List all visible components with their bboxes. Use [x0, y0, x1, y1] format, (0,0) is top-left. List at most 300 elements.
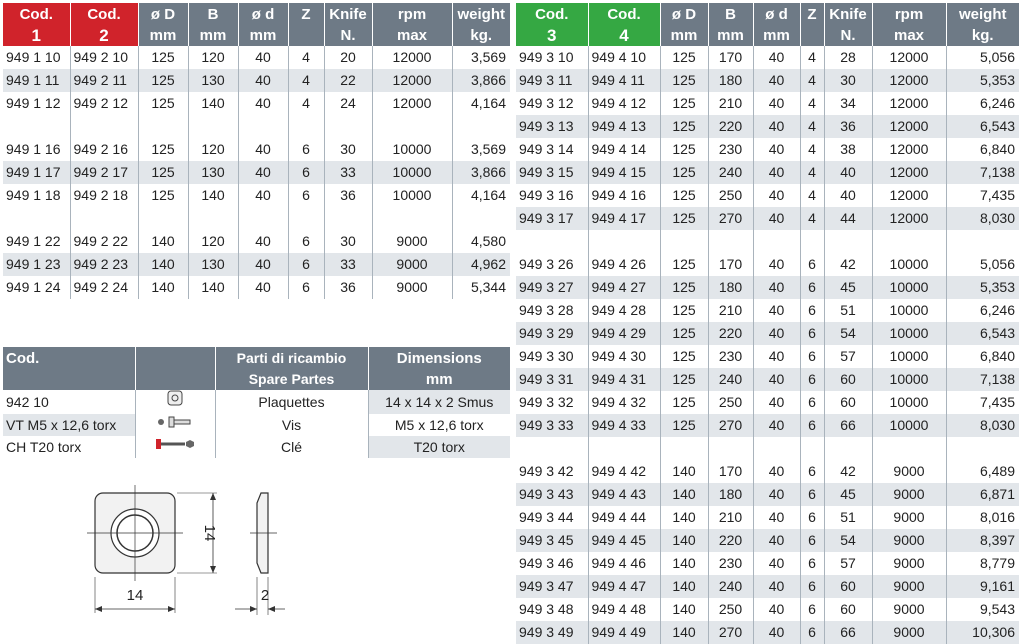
table-cell: 40	[753, 552, 800, 575]
table-cell: 120	[188, 230, 238, 253]
table-cell: 140	[660, 529, 708, 552]
table-cell: 949 3 16	[516, 184, 588, 207]
table-cell: 6,246	[979, 302, 1015, 318]
table-cell: 4	[288, 92, 324, 115]
spare-parts-header: Parti di ricambio Spare Partes	[215, 347, 368, 390]
table-cell: 125	[660, 322, 708, 345]
table-cell: 12000	[372, 69, 452, 92]
table-cell: 4	[800, 138, 824, 161]
table-cell: 6	[288, 161, 324, 184]
table-cell: 60	[824, 391, 872, 414]
table-cell: 36	[824, 115, 872, 138]
table-cell: 28	[824, 46, 872, 69]
table-cell: 10000	[872, 368, 946, 391]
left-header-6: Knife N.	[324, 3, 372, 46]
table-cell: 130	[188, 69, 238, 92]
left-spec-table	[3, 3, 510, 299]
table-cell: 40	[753, 529, 800, 552]
table-cell: 6	[800, 529, 824, 552]
table-cell: 6	[800, 552, 824, 575]
table-cell: 4	[800, 92, 824, 115]
table-cell: 9000	[372, 253, 452, 276]
table-row	[3, 161, 510, 184]
left-header-1: Cod. 2	[70, 3, 138, 46]
table-cell: 40	[238, 69, 288, 92]
table-cell: 949 4 43	[588, 483, 660, 506]
table-cell: 949 2 22	[70, 230, 138, 253]
table-cell: 6	[800, 621, 824, 644]
table-cell: 22	[324, 69, 372, 92]
table-row	[3, 92, 510, 115]
table-cell: 40	[753, 92, 800, 115]
table-cell: 949 4 28	[588, 299, 660, 322]
table-cell: 949 3 11	[516, 69, 588, 92]
table-cell: 9000	[872, 552, 946, 575]
table-cell: 6	[800, 276, 824, 299]
table-cell: 5,056	[979, 49, 1015, 65]
table-cell: 36	[324, 276, 372, 299]
table-row	[516, 207, 1019, 230]
table-cell: 9000	[872, 460, 946, 483]
insert-technical-drawing	[85, 485, 295, 625]
left-header-4: ø d mm	[238, 3, 288, 46]
table-cell: 125	[660, 253, 708, 276]
table-cell: 6,489	[979, 463, 1015, 479]
table-cell: 40	[753, 184, 800, 207]
thickness-dimension-label: 2	[260, 587, 270, 604]
table-cell: 949 2 16	[70, 138, 138, 161]
table-row	[516, 345, 1019, 368]
group-spacer	[3, 207, 510, 230]
table-cell: 40	[238, 46, 288, 69]
table-cell: 949 2 23	[70, 253, 138, 276]
table-cell: 60	[824, 598, 872, 621]
table-cell: 125	[138, 161, 188, 184]
table-cell: 9000	[872, 621, 946, 644]
width-dimension-label: 14	[126, 587, 144, 604]
table-cell: 40	[753, 69, 800, 92]
spare-code: CH T20 torx	[3, 436, 135, 458]
height-dimension-label: 14	[201, 524, 218, 542]
table-cell: 125	[138, 138, 188, 161]
table-cell: 40	[753, 391, 800, 414]
table-cell: 30	[324, 230, 372, 253]
table-row	[516, 483, 1019, 506]
table-cell: 40	[238, 230, 288, 253]
spare-code: VT M5 x 12,6 torx	[3, 414, 135, 436]
table-cell: 4,580	[470, 233, 506, 249]
table-cell: 40	[238, 276, 288, 299]
table-cell: 949 4 44	[588, 506, 660, 529]
right-header-8: weight kg.	[946, 3, 1019, 46]
table-cell: 3,866	[452, 161, 510, 184]
table-row	[516, 368, 1019, 391]
table-cell: 4	[800, 161, 824, 184]
table-cell: 40	[753, 138, 800, 161]
table-cell: 949 3 45	[516, 529, 588, 552]
table-cell: 6	[800, 483, 824, 506]
table-cell: 4	[800, 207, 824, 230]
table-cell: 140	[138, 276, 188, 299]
table-cell: 949 4 26	[588, 253, 660, 276]
table-cell: 220	[708, 322, 753, 345]
table-cell: 4,962	[452, 253, 510, 276]
table-cell: 6,246	[979, 95, 1015, 111]
table-cell: 140	[660, 483, 708, 506]
table-cell: 8,030	[946, 414, 1019, 437]
table-cell: 54	[824, 529, 872, 552]
table-cell: 10000	[372, 184, 452, 207]
table-cell: 5,353	[946, 276, 1019, 299]
table-cell: 6,543	[946, 115, 1019, 138]
table-cell: 12000	[872, 69, 946, 92]
table-cell: 6	[800, 575, 824, 598]
table-cell: 949 4 45	[588, 529, 660, 552]
table-cell: 270	[708, 207, 753, 230]
table-cell: 10000	[872, 414, 946, 437]
table-cell: 949 2 10	[70, 46, 138, 69]
left-header-5: Z	[288, 3, 324, 46]
table-cell: 10000	[872, 299, 946, 322]
table-cell: 949 4 32	[588, 391, 660, 414]
spare-name: Clé	[215, 436, 368, 458]
table-cell: 42	[824, 253, 872, 276]
table-cell: 170	[708, 460, 753, 483]
table-cell: 240	[708, 161, 753, 184]
table-cell: 949 3 17	[516, 207, 588, 230]
table-cell: 9,161	[946, 575, 1019, 598]
spare-dim: M5 x 12,6 torx	[394, 416, 484, 433]
table-cell: 949 1 18	[3, 184, 70, 207]
table-row	[516, 184, 1019, 207]
table-cell: 250	[708, 598, 753, 621]
table-cell: 125	[660, 115, 708, 138]
table-cell: 140	[660, 506, 708, 529]
table-cell: 42	[824, 460, 872, 483]
table-cell: 949 4 15	[588, 161, 660, 184]
table-cell: 8,030	[946, 207, 1019, 230]
left-header-3: B mm	[188, 3, 238, 46]
table-cell: 949 3 14	[516, 138, 588, 161]
table-cell: 949 3 44	[516, 506, 588, 529]
table-cell: 4	[800, 46, 824, 69]
table-row	[3, 138, 510, 161]
table-cell: 949 4 13	[588, 115, 660, 138]
table-cell: 40	[824, 184, 872, 207]
table-cell: 45	[824, 483, 872, 506]
table-cell: 40	[753, 414, 800, 437]
group-spacer	[516, 437, 1019, 460]
table-cell: 130	[188, 253, 238, 276]
table-cell: 7,138	[946, 161, 1019, 184]
table-cell: 240	[708, 575, 753, 598]
table-cell: 40	[753, 483, 800, 506]
table-cell: 6,840	[979, 141, 1015, 157]
spare-parts-table	[3, 347, 510, 458]
table-cell: 40	[238, 92, 288, 115]
table-cell: 6	[800, 460, 824, 483]
table-cell: 949 4 49	[588, 621, 660, 644]
table-cell: 250	[708, 391, 753, 414]
table-cell: 230	[708, 138, 753, 161]
table-cell: 949 3 15	[516, 161, 588, 184]
table-cell: 4	[288, 46, 324, 69]
table-row	[3, 230, 510, 253]
table-cell: 949 1 12	[3, 92, 70, 115]
table-cell: 949 4 27	[588, 276, 660, 299]
table-cell: 6	[800, 506, 824, 529]
table-cell: 949 3 32	[516, 391, 588, 414]
table-cell: 8,397	[946, 529, 1019, 552]
table-cell: 8,016	[979, 509, 1015, 525]
table-cell: 33	[324, 161, 372, 184]
table-cell: 949 3 28	[516, 299, 588, 322]
table-cell: 949 4 30	[588, 345, 660, 368]
right-header-1: Cod. 4	[588, 3, 660, 46]
table-row	[516, 276, 1019, 299]
table-cell: 949 4 33	[588, 414, 660, 437]
table-cell: 9000	[872, 598, 946, 621]
table-cell: 51	[824, 506, 872, 529]
table-cell: 9000	[872, 483, 946, 506]
table-cell: 949 3 43	[516, 483, 588, 506]
table-cell: 12000	[872, 115, 946, 138]
table-cell: 949 3 49	[516, 621, 588, 644]
table-cell: 60	[824, 575, 872, 598]
table-cell: 180	[708, 483, 753, 506]
table-cell: 949 3 47	[516, 575, 588, 598]
table-cell: 60	[824, 368, 872, 391]
table-cell: 949 3 26	[516, 253, 588, 276]
table-cell: 949 2 24	[70, 276, 138, 299]
table-cell: 949 3 29	[516, 322, 588, 345]
table-cell: 125	[660, 46, 708, 69]
table-cell: 949 4 10	[588, 46, 660, 69]
table-cell: 170	[708, 46, 753, 69]
table-cell: 20	[324, 46, 372, 69]
table-cell: 9,543	[979, 601, 1015, 617]
table-cell: 10,306	[946, 621, 1019, 644]
table-cell: 125	[660, 92, 708, 115]
table-cell: 125	[660, 345, 708, 368]
right-header-3: B mm	[708, 3, 753, 46]
table-cell: 125	[660, 207, 708, 230]
table-cell: 40	[238, 161, 288, 184]
table-cell: 949 3 33	[516, 414, 588, 437]
group-spacer	[3, 115, 510, 138]
table-cell: 40	[753, 161, 800, 184]
table-cell: 140	[660, 552, 708, 575]
spare-row	[3, 436, 510, 458]
table-cell: 230	[708, 552, 753, 575]
table-cell: 12000	[872, 138, 946, 161]
table-cell: 949 4 47	[588, 575, 660, 598]
table-cell: 66	[824, 621, 872, 644]
right-header-7: rpm max	[872, 3, 946, 46]
table-cell: 949 3 42	[516, 460, 588, 483]
table-cell: 949 4 16	[588, 184, 660, 207]
table-row	[516, 161, 1019, 184]
table-cell: 4	[800, 69, 824, 92]
table-cell: 40	[753, 207, 800, 230]
table-cell: 9000	[872, 529, 946, 552]
table-cell: 125	[138, 69, 188, 92]
table-cell: 949 3 30	[516, 345, 588, 368]
table-cell: 40	[753, 460, 800, 483]
table-cell: 949 1 24	[3, 276, 70, 299]
table-row	[516, 529, 1019, 552]
table-cell: 40	[753, 368, 800, 391]
table-cell: 6	[288, 230, 324, 253]
table-cell: 949 3 13	[516, 115, 588, 138]
table-row	[516, 506, 1019, 529]
table-row	[516, 299, 1019, 322]
table-cell: 6	[288, 276, 324, 299]
table-cell: 180	[708, 69, 753, 92]
table-cell: 9000	[872, 506, 946, 529]
table-cell: 40	[753, 598, 800, 621]
table-cell: 3,569	[470, 141, 506, 157]
table-cell: 4	[800, 184, 824, 207]
table-cell: 949 4 46	[588, 552, 660, 575]
table-cell: 140	[660, 598, 708, 621]
right-header-6: Knife N.	[824, 3, 872, 46]
spare-dim: 14 x 14 x 2 Smus	[368, 390, 510, 414]
table-cell: 9000	[372, 276, 452, 299]
table-row	[516, 92, 1019, 115]
table-cell: 125	[660, 276, 708, 299]
table-cell: 3,569	[470, 49, 506, 65]
table-cell: 949 1 23	[3, 253, 70, 276]
spare-row	[3, 390, 510, 414]
table-cell: 125	[138, 184, 188, 207]
table-cell: 7,435	[979, 394, 1015, 410]
table-cell: 6	[288, 138, 324, 161]
table-cell: 38	[824, 138, 872, 161]
table-cell: 12000	[872, 184, 946, 207]
left-header-0: Cod. 1	[3, 3, 70, 46]
left-header-8: weight kg.	[452, 3, 510, 46]
table-cell: 3,866	[452, 69, 510, 92]
table-cell: 7,138	[946, 368, 1019, 391]
table-cell: 949 4 42	[588, 460, 660, 483]
table-cell: 40	[753, 253, 800, 276]
table-cell: 6	[800, 253, 824, 276]
table-cell: 12000	[872, 161, 946, 184]
table-cell: 949 1 16	[3, 138, 70, 161]
table-cell: 949 4 12	[588, 92, 660, 115]
table-cell: 9000	[872, 575, 946, 598]
table-cell: 120	[188, 46, 238, 69]
table-cell: 170	[708, 253, 753, 276]
torx-key-icon	[135, 436, 215, 458]
table-cell: 40	[753, 506, 800, 529]
table-cell: 949 3 27	[516, 276, 588, 299]
table-cell: 949 2 12	[70, 92, 138, 115]
table-cell: 6,871	[946, 483, 1019, 506]
spare-code-header: Cod.	[3, 347, 135, 390]
table-cell: 270	[708, 621, 753, 644]
right-header-2: ø D mm	[660, 3, 708, 46]
left-header-7: rpm max	[372, 3, 452, 46]
table-cell: 40	[238, 253, 288, 276]
spare-code: 942 10	[3, 390, 135, 414]
table-cell: 12000	[872, 46, 946, 69]
table-cell: 140	[660, 621, 708, 644]
table-cell: 949 1 11	[3, 69, 70, 92]
table-cell: 4,164	[470, 187, 506, 203]
table-row	[516, 46, 1019, 69]
table-cell: 140	[138, 230, 188, 253]
table-cell: 949 4 48	[588, 598, 660, 621]
table-cell: 125	[660, 414, 708, 437]
table-row	[516, 253, 1019, 276]
table-cell: 949 4 17	[588, 207, 660, 230]
table-cell: 10000	[872, 322, 946, 345]
table-cell: 220	[708, 115, 753, 138]
table-cell: 949 1 22	[3, 230, 70, 253]
table-cell: 220	[708, 529, 753, 552]
table-cell: 40	[238, 138, 288, 161]
table-cell: 140	[188, 184, 238, 207]
table-cell: 40	[753, 276, 800, 299]
table-cell: 949 3 10	[516, 46, 588, 69]
table-cell: 10000	[872, 253, 946, 276]
table-cell: 33	[324, 253, 372, 276]
table-cell: 5,353	[946, 69, 1019, 92]
spare-name: Plaquettes	[215, 390, 368, 414]
table-cell: 40	[753, 621, 800, 644]
table-cell: 51	[824, 299, 872, 322]
table-cell: 180	[708, 276, 753, 299]
spare-row	[3, 414, 510, 436]
table-row	[3, 184, 510, 207]
table-cell: 4	[800, 115, 824, 138]
table-cell: 949 4 29	[588, 322, 660, 345]
table-cell: 6,543	[946, 322, 1019, 345]
table-cell: 8,779	[979, 555, 1015, 571]
table-row	[3, 253, 510, 276]
table-cell: 130	[188, 161, 238, 184]
table-cell: 6	[800, 368, 824, 391]
table-row	[3, 69, 510, 92]
table-cell: 120	[188, 138, 238, 161]
table-cell: 140	[138, 253, 188, 276]
table-cell: 30	[824, 69, 872, 92]
table-cell: 949 1 10	[3, 46, 70, 69]
table-cell: 4,164	[470, 95, 506, 111]
table-cell: 7,435	[979, 187, 1015, 203]
table-cell: 36	[324, 184, 372, 207]
table-cell: 140	[188, 276, 238, 299]
table-cell: 949 3 48	[516, 598, 588, 621]
table-cell: 40	[753, 345, 800, 368]
table-cell: 125	[660, 184, 708, 207]
table-cell: 949 3 31	[516, 368, 588, 391]
table-cell: 10000	[872, 391, 946, 414]
table-cell: 6	[288, 253, 324, 276]
spare-dim: T20 torx	[368, 436, 510, 458]
table-row	[516, 391, 1019, 414]
table-row	[516, 552, 1019, 575]
table-cell: 6	[288, 184, 324, 207]
table-cell: 125	[660, 299, 708, 322]
table-cell: 24	[324, 92, 372, 115]
table-cell: 6	[800, 391, 824, 414]
table-cell: 40	[753, 575, 800, 598]
table-cell: 6	[800, 345, 824, 368]
right-header-5: Z	[800, 3, 824, 46]
